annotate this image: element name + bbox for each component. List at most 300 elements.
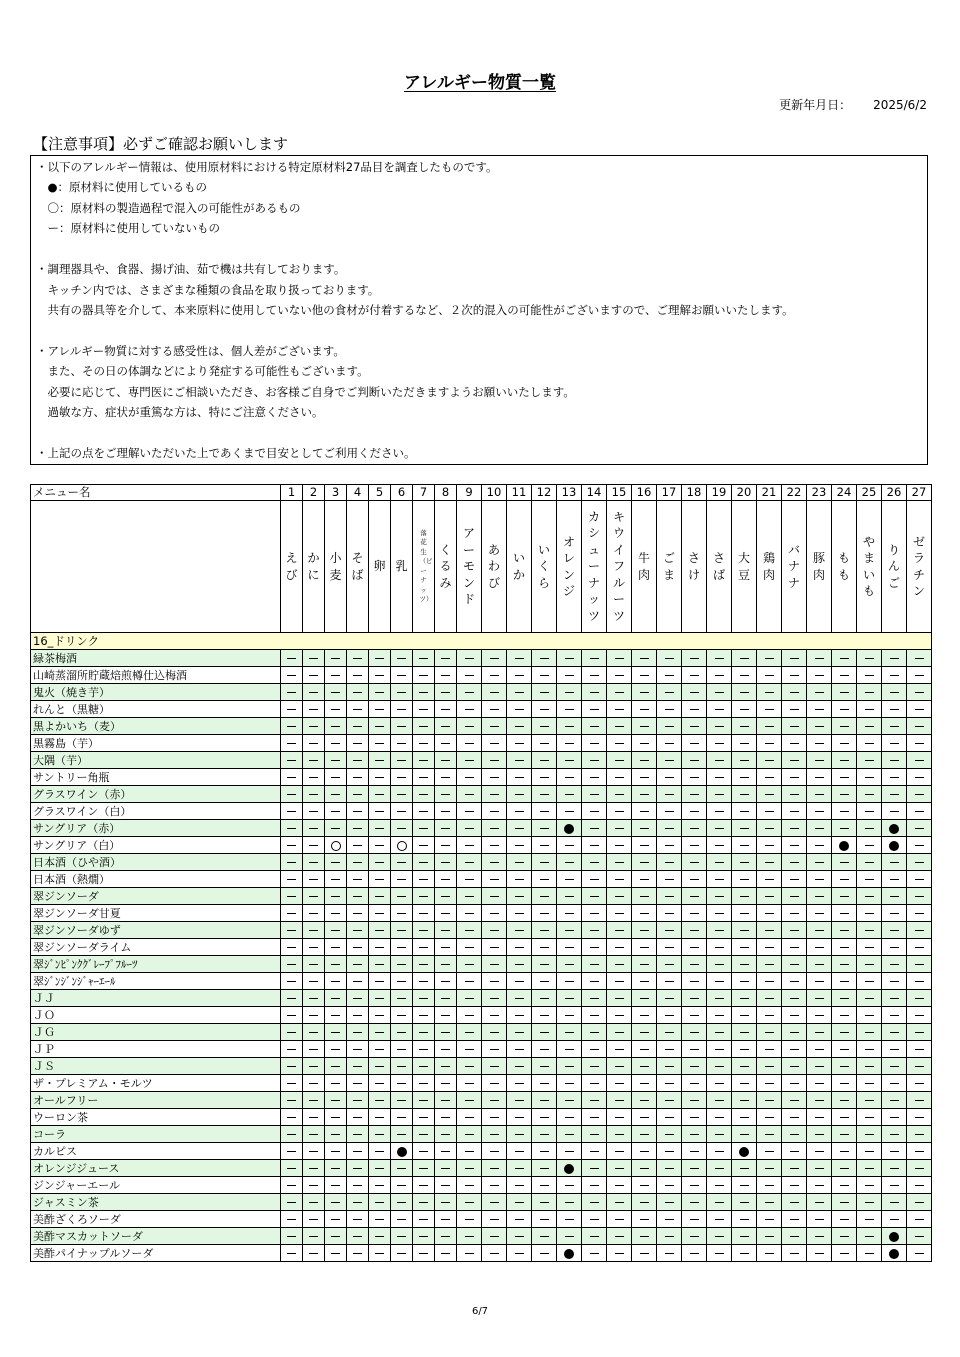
allergen-cell	[782, 1058, 807, 1075]
allergen-cell	[682, 803, 707, 820]
not-used-mark	[815, 760, 824, 761]
allergen-number: 15	[607, 485, 632, 501]
not-used-mark	[590, 743, 599, 744]
not-used-mark	[375, 760, 384, 761]
not-used-mark	[331, 709, 340, 710]
allergen-name-row	[31, 501, 932, 633]
not-used-mark	[715, 811, 724, 812]
allergen-cell	[882, 990, 907, 1007]
allergen-number: 10	[482, 485, 507, 501]
not-used-mark	[419, 1032, 428, 1033]
menu-item-name: オレンジジュース	[31, 1160, 281, 1177]
not-used-mark	[441, 879, 450, 880]
allergen-cell	[682, 956, 707, 973]
not-used-mark	[715, 1151, 724, 1152]
allergen-cell	[482, 718, 507, 735]
not-used-mark	[465, 692, 474, 693]
allergen-cell	[507, 718, 532, 735]
not-used-mark	[790, 760, 799, 761]
not-used-mark	[490, 879, 499, 880]
not-used-mark	[419, 1151, 428, 1152]
not-used-mark	[840, 828, 849, 829]
not-used-mark	[790, 1185, 799, 1186]
allergen-cell	[532, 701, 557, 718]
allergen-name: かに	[307, 551, 320, 582]
allergen-cell	[657, 990, 682, 1007]
table-row	[31, 922, 932, 939]
allergen-cell	[369, 803, 391, 820]
allergen-cell	[557, 939, 582, 956]
allergen-cell	[391, 1126, 413, 1143]
not-used-mark	[815, 930, 824, 931]
not-used-mark	[690, 658, 699, 659]
not-used-mark	[890, 913, 899, 914]
allergen-cell	[347, 1143, 369, 1160]
allergen-cell	[782, 854, 807, 871]
not-used-mark	[331, 726, 340, 727]
allergen-cell	[303, 888, 325, 905]
allergen-cell	[482, 1160, 507, 1177]
not-used-mark	[590, 1100, 599, 1101]
allergen-cell	[757, 956, 782, 973]
not-used-mark	[815, 743, 824, 744]
not-used-mark	[615, 1100, 624, 1101]
not-used-mark	[397, 828, 406, 829]
allergen-cell	[507, 786, 532, 803]
allergen-cell	[413, 1092, 435, 1109]
not-used-mark	[665, 1168, 674, 1169]
allergen-cell	[369, 1160, 391, 1177]
not-used-mark	[353, 998, 362, 999]
not-used-mark	[740, 879, 749, 880]
allergen-cell	[325, 854, 347, 871]
not-used-mark	[690, 1168, 699, 1169]
not-used-mark	[615, 828, 624, 829]
not-used-mark	[915, 743, 924, 744]
allergen-cell	[557, 650, 582, 667]
allergen-cell	[413, 1143, 435, 1160]
allergen-cell	[347, 922, 369, 939]
not-used-mark	[665, 811, 674, 812]
not-used-mark	[765, 1049, 774, 1050]
allergen-cell	[657, 1092, 682, 1109]
allergen-cell	[532, 1109, 557, 1126]
allergen-cell	[657, 905, 682, 922]
allergen-name: 大豆	[737, 551, 750, 582]
allergen-name: カシューナッツ	[587, 509, 600, 623]
allergen-cell	[757, 1007, 782, 1024]
allergen-cell	[557, 922, 582, 939]
not-used-mark	[715, 675, 724, 676]
not-used-mark	[890, 777, 899, 778]
not-used-mark	[515, 1185, 524, 1186]
allergen-cell	[391, 1024, 413, 1041]
allergen-cell	[782, 905, 807, 922]
allergen-cell	[303, 1143, 325, 1160]
not-used-mark	[715, 1015, 724, 1016]
not-used-mark	[740, 1049, 749, 1050]
not-used-mark	[419, 1185, 428, 1186]
allergen-cell	[657, 1177, 682, 1194]
allergen-cell	[807, 1160, 832, 1177]
allergen-cell	[391, 735, 413, 752]
allergen-cell	[435, 1177, 457, 1194]
allergen-cell	[303, 718, 325, 735]
not-used-mark	[465, 981, 474, 982]
allergen-cell	[281, 905, 303, 922]
table-row	[31, 888, 932, 905]
not-used-mark	[640, 896, 649, 897]
not-used-mark	[590, 1151, 599, 1152]
not-used-mark	[515, 930, 524, 931]
allergen-cell	[732, 837, 757, 854]
not-used-mark	[790, 709, 799, 710]
allergen-cell	[482, 684, 507, 701]
allergen-cell	[882, 1177, 907, 1194]
not-used-mark	[465, 1168, 474, 1169]
allergen-cell	[882, 684, 907, 701]
not-used-mark	[865, 1168, 874, 1169]
allergen-cell	[413, 667, 435, 684]
not-used-mark	[309, 760, 318, 761]
allergen-cell	[682, 1143, 707, 1160]
not-used-mark	[565, 675, 574, 676]
allergen-cell	[857, 1126, 882, 1143]
allergen-cell	[413, 871, 435, 888]
not-used-mark	[615, 811, 624, 812]
allergen-cell	[507, 939, 532, 956]
notice-line	[36, 423, 922, 443]
allergen-cell	[507, 735, 532, 752]
allergen-cell	[632, 990, 657, 1007]
not-used-mark	[515, 1100, 524, 1101]
not-used-mark	[419, 913, 428, 914]
not-used-mark	[590, 794, 599, 795]
allergen-cell	[281, 769, 303, 786]
not-used-mark	[287, 760, 296, 761]
not-used-mark	[765, 743, 774, 744]
not-used-mark	[865, 981, 874, 982]
allergen-cell	[532, 667, 557, 684]
not-used-mark	[375, 794, 384, 795]
not-used-mark	[397, 743, 406, 744]
not-used-mark	[590, 862, 599, 863]
not-used-mark	[815, 1049, 824, 1050]
not-used-mark	[441, 1015, 450, 1016]
allergen-cell	[435, 956, 457, 973]
not-used-mark	[397, 862, 406, 863]
not-used-mark	[375, 930, 384, 931]
allergen-cell	[582, 922, 607, 939]
allergen-cell	[707, 752, 732, 769]
allergen-cell	[832, 1211, 857, 1228]
not-used-mark	[665, 1236, 674, 1237]
allergen-cell	[347, 650, 369, 667]
notice-title: 【注意事項】必ずご確認お願いします	[33, 135, 289, 153]
allergen-name-cell	[347, 501, 369, 633]
not-used-mark	[353, 1049, 362, 1050]
not-used-mark	[915, 1015, 924, 1016]
allergen-cell	[413, 1007, 435, 1024]
not-used-mark	[540, 845, 549, 846]
not-used-mark	[765, 1066, 774, 1067]
not-used-mark	[790, 1100, 799, 1101]
not-used-mark	[615, 1134, 624, 1135]
allergen-cell	[507, 1177, 532, 1194]
allergen-cell	[882, 1024, 907, 1041]
allergen-cell	[732, 956, 757, 973]
allergen-cell	[435, 1075, 457, 1092]
not-used-mark	[331, 1185, 340, 1186]
not-used-mark	[915, 1185, 924, 1186]
not-used-mark	[287, 981, 296, 982]
not-used-mark	[840, 1032, 849, 1033]
menu-item-name: ＪＪ	[31, 990, 281, 1007]
notice-line: ー：原材料に使用していないもの	[36, 221, 220, 236]
allergen-cell	[391, 1211, 413, 1228]
not-used-mark	[915, 777, 924, 778]
not-used-mark	[790, 794, 799, 795]
allergen-cell	[632, 1211, 657, 1228]
not-used-mark	[665, 862, 674, 863]
not-used-mark	[441, 1134, 450, 1135]
not-used-mark	[640, 794, 649, 795]
not-used-mark	[815, 1100, 824, 1101]
not-used-mark	[353, 743, 362, 744]
allergen-cell	[582, 718, 607, 735]
not-used-mark	[419, 981, 428, 982]
allergen-name-cell	[482, 501, 507, 633]
allergen-cell	[532, 820, 557, 837]
allergen-cell	[757, 1160, 782, 1177]
allergen-cell	[325, 1194, 347, 1211]
not-used-mark	[490, 1151, 499, 1152]
allergen-cell	[369, 1109, 391, 1126]
not-used-mark	[765, 692, 774, 693]
allergen-name: もも	[837, 551, 850, 582]
allergen-number: 6	[391, 485, 413, 501]
allergen-cell	[325, 786, 347, 803]
not-used-mark	[765, 828, 774, 829]
not-used-mark	[740, 1236, 749, 1237]
not-used-mark	[565, 1202, 574, 1203]
allergen-cell	[707, 922, 732, 939]
allergen-cell	[303, 990, 325, 1007]
allergen-cell	[457, 667, 482, 684]
menu-item-name: 山崎蒸溜所貯蔵焙煎樽仕込梅酒	[31, 667, 281, 684]
allergen-cell	[507, 990, 532, 1007]
table-row	[31, 1143, 932, 1160]
not-used-mark	[665, 1083, 674, 1084]
allergen-cell	[303, 1075, 325, 1092]
allergen-cell	[325, 718, 347, 735]
not-used-mark	[890, 879, 899, 880]
allergen-cell	[757, 1211, 782, 1228]
allergen-cell	[882, 1228, 907, 1245]
not-used-mark	[309, 896, 318, 897]
not-used-mark	[565, 1049, 574, 1050]
allergen-cell	[507, 1143, 532, 1160]
allergen-cell	[682, 684, 707, 701]
allergen-cell	[682, 922, 707, 939]
allergen-name-cell	[369, 501, 391, 633]
allergen-cell	[369, 973, 391, 990]
not-used-mark	[765, 1032, 774, 1033]
allergen-cell	[281, 973, 303, 990]
allergen-cell	[907, 684, 932, 701]
menu-name-header-blank	[31, 501, 281, 633]
allergen-cell	[732, 735, 757, 752]
allergen-cell	[303, 786, 325, 803]
allergen-name: ごま	[662, 551, 675, 582]
allergen-cell	[413, 1024, 435, 1041]
allergen-cell	[882, 1211, 907, 1228]
allergen-cell	[632, 888, 657, 905]
not-used-mark	[790, 1151, 799, 1152]
allergen-cell	[707, 1211, 732, 1228]
allergen-cell	[532, 1075, 557, 1092]
allergen-cell	[607, 922, 632, 939]
allergen-cell	[435, 1024, 457, 1041]
not-used-mark	[465, 726, 474, 727]
not-used-mark	[287, 845, 296, 846]
not-used-mark	[715, 709, 724, 710]
allergen-cell	[413, 650, 435, 667]
not-used-mark	[765, 1100, 774, 1101]
not-used-mark	[765, 760, 774, 761]
allergen-cell	[391, 769, 413, 786]
allergen-cell	[582, 1007, 607, 1024]
not-used-mark	[490, 1066, 499, 1067]
not-used-mark	[419, 845, 428, 846]
not-used-mark	[840, 726, 849, 727]
not-used-mark	[441, 1083, 450, 1084]
allergen-cell	[632, 667, 657, 684]
not-used-mark	[287, 726, 296, 727]
not-used-mark	[665, 726, 674, 727]
allergen-cell	[782, 803, 807, 820]
allergen-cell	[369, 922, 391, 939]
allergen-cell	[707, 1092, 732, 1109]
not-used-mark	[465, 1236, 474, 1237]
not-used-mark	[465, 862, 474, 863]
allergen-cell	[413, 939, 435, 956]
allergen-cell	[582, 1075, 607, 1092]
not-used-mark	[441, 811, 450, 812]
not-used-mark	[565, 930, 574, 931]
not-used-mark	[665, 692, 674, 693]
not-used-mark	[640, 743, 649, 744]
not-used-mark	[740, 760, 749, 761]
allergen-cell	[532, 837, 557, 854]
allergen-cell	[882, 1143, 907, 1160]
allergen-cell	[832, 1075, 857, 1092]
not-used-mark	[790, 675, 799, 676]
not-used-mark	[590, 1236, 599, 1237]
not-used-mark	[915, 1253, 924, 1254]
not-used-mark	[890, 947, 899, 948]
menu-item-name: 翠ジンソーダ	[31, 888, 281, 905]
allergen-cell	[807, 667, 832, 684]
not-used-mark	[590, 811, 599, 812]
allergen-cell	[457, 1058, 482, 1075]
allergen-cell	[557, 769, 582, 786]
not-used-mark	[309, 1049, 318, 1050]
not-used-mark	[397, 930, 406, 931]
allergen-cell	[413, 1160, 435, 1177]
not-used-mark	[287, 862, 296, 863]
allergen-cell	[882, 820, 907, 837]
allergen-cell	[582, 650, 607, 667]
not-used-mark	[665, 828, 674, 829]
allergen-cell	[369, 735, 391, 752]
not-used-mark	[690, 1083, 699, 1084]
allergen-name-cell	[682, 501, 707, 633]
not-used-mark	[915, 998, 924, 999]
allergen-cell	[369, 1075, 391, 1092]
allergen-cell	[607, 1092, 632, 1109]
not-used-mark	[590, 1117, 599, 1118]
allergen-cell	[369, 1007, 391, 1024]
not-used-mark	[665, 964, 674, 965]
allergen-cell	[303, 837, 325, 854]
allergen-cell	[457, 922, 482, 939]
not-used-mark	[565, 811, 574, 812]
allergen-cell	[457, 1160, 482, 1177]
not-used-mark	[740, 675, 749, 676]
not-used-mark	[815, 998, 824, 999]
not-used-mark	[490, 709, 499, 710]
not-used-mark	[615, 1168, 624, 1169]
allergen-cell	[657, 684, 682, 701]
allergen-cell	[303, 1211, 325, 1228]
not-used-mark	[590, 1134, 599, 1135]
allergen-cell	[457, 1024, 482, 1041]
allergen-cell	[857, 973, 882, 990]
contains-mark	[889, 824, 899, 834]
allergen-cell	[832, 854, 857, 871]
not-used-mark	[441, 658, 450, 659]
allergen-cell	[369, 752, 391, 769]
not-used-mark	[309, 1219, 318, 1220]
allergen-cell	[757, 1092, 782, 1109]
allergen-cell	[757, 1058, 782, 1075]
allergen-cell	[507, 803, 532, 820]
allergen-cell	[732, 888, 757, 905]
not-used-mark	[615, 1117, 624, 1118]
allergen-cell	[557, 888, 582, 905]
allergen-cell	[482, 956, 507, 973]
not-used-mark	[419, 709, 428, 710]
not-used-mark	[715, 1100, 724, 1101]
allergen-cell	[657, 956, 682, 973]
allergen-cell	[557, 803, 582, 820]
not-used-mark	[715, 998, 724, 999]
allergen-cell	[882, 1194, 907, 1211]
allergen-cell	[732, 684, 757, 701]
allergen-cell	[557, 752, 582, 769]
allergen-cell	[632, 718, 657, 735]
allergen-cell	[632, 837, 657, 854]
not-used-mark	[565, 964, 574, 965]
allergen-cell	[281, 871, 303, 888]
allergen-cell	[457, 718, 482, 735]
not-used-mark	[815, 845, 824, 846]
allergen-cell	[632, 1245, 657, 1262]
allergen-cell	[325, 1160, 347, 1177]
allergen-name: くるみ	[439, 542, 452, 590]
not-used-mark	[790, 692, 799, 693]
